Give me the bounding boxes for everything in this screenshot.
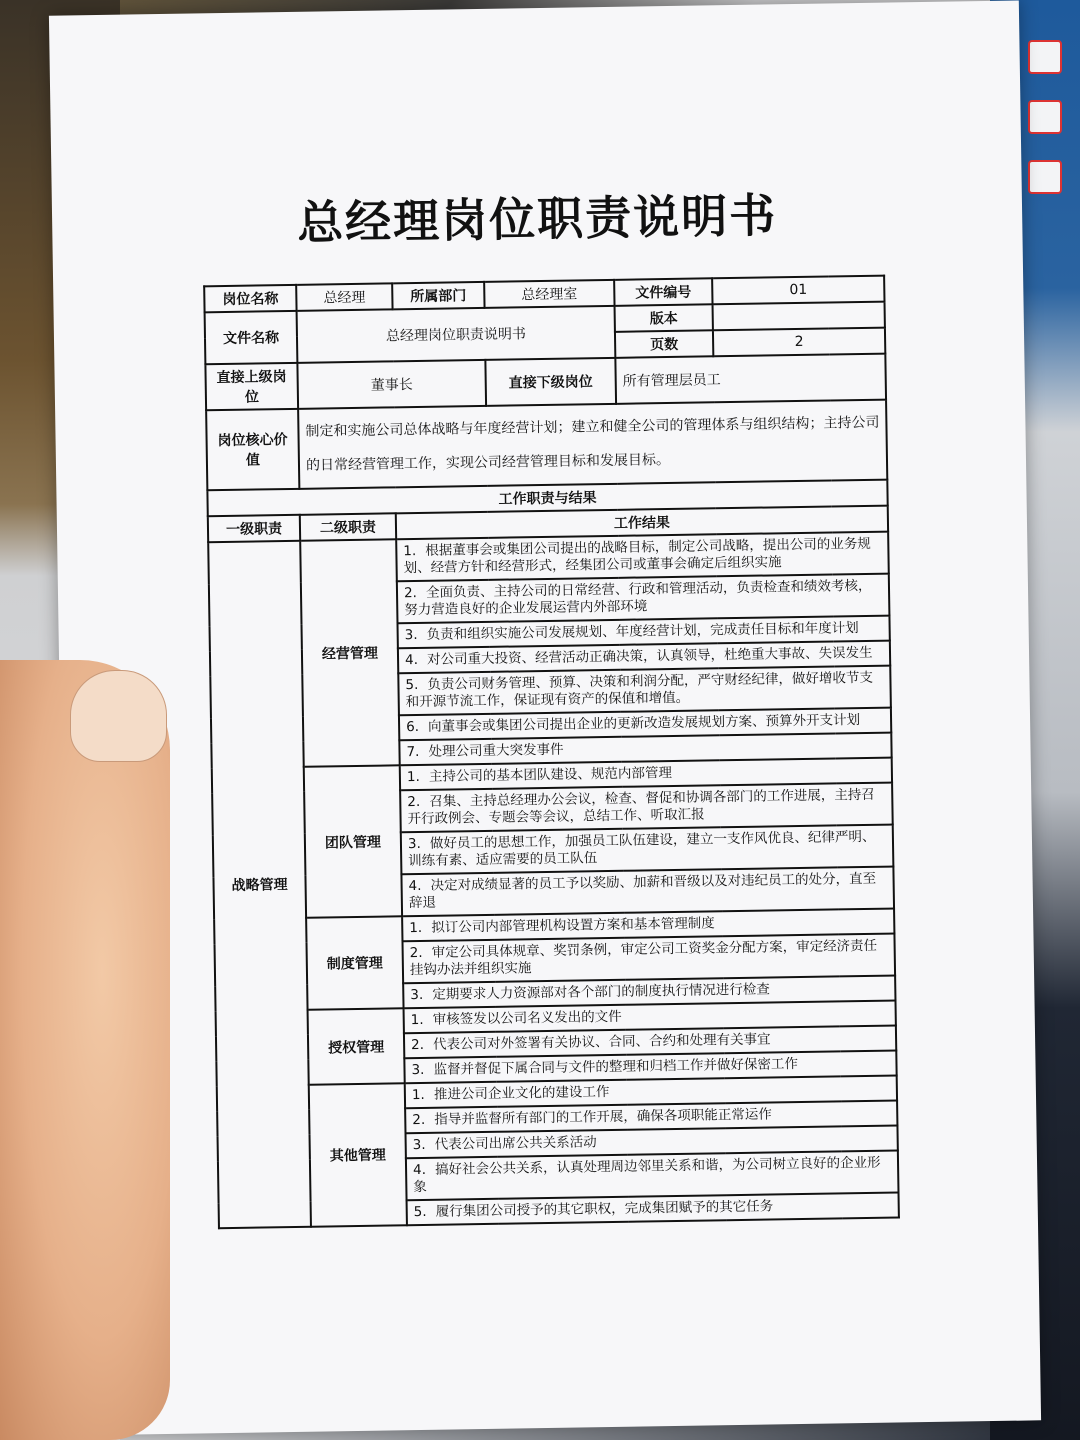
item-text: 负责公司财务管理、预算、决策和利润分配，严守财经纪律，做好增收节支和开源节流工作，保证现有资产的保值和增值。 xyxy=(405,669,874,711)
item-number: 1. xyxy=(406,768,420,786)
thumb-nail xyxy=(70,670,167,762)
pages-label: 页数 xyxy=(615,330,713,358)
core-value-text: 制定和实施公司总体战略与年度经营计划；建立和健全公司的管理体系与组织结构；主持公司的日常经营管理工作，实现公司经营管理目标和发展目标。 xyxy=(298,400,887,489)
item-number: 4. xyxy=(408,877,422,895)
document-sheet xyxy=(49,0,1041,1435)
item-text: 对公司重大投资、经营活动正确决策，认真领导，杜绝重大事故、失误发生 xyxy=(426,644,873,668)
item-text: 监督并督促下属合同与文件的整理和归档工作并做好保密工作 xyxy=(433,1056,799,1078)
version-label: 版本 xyxy=(615,304,713,332)
item-number: 1. xyxy=(410,1011,424,1029)
item-number: 4. xyxy=(404,651,419,669)
item-text: 代表公司出席公共关系活动 xyxy=(434,1134,597,1153)
item-text: 指导并监督所有部门的工作开展，确保各项职能正常运作 xyxy=(434,1106,772,1128)
item-text: 做好员工的思想工作，加强员工队伍建设，建立一支作风优良、纪律严明、训练有素、适应需要的员工队伍 xyxy=(408,828,876,870)
item-text: 审核签发以公司名义发出的文件 xyxy=(432,1008,622,1028)
item-text: 拟订公司内部管理机构设置方案和基本管理制度 xyxy=(431,915,715,936)
doc-name-label: 文件名称 xyxy=(205,311,298,364)
section-title: 工作职责与结果 xyxy=(207,480,887,517)
doc-no-value: 01 xyxy=(712,276,884,305)
item-text: 负责和组织实施公司发展规划、年度经营计划，完成责任目标和年度计划 xyxy=(426,620,859,643)
item-text: 搞好社会公共关系，认真处理周边邻里关系和谐，为公司树立良好的企业形象 xyxy=(413,1154,881,1196)
level2-duty: 团队管理 xyxy=(304,765,402,917)
item-text: 审定公司具体规章、奖罚条例，审定公司工资奖金分配方案，审定经济责任挂钩办法并组织实施 xyxy=(409,937,878,979)
subordinate-label: 直接下级岗位 xyxy=(485,358,616,406)
desktop-file-icon xyxy=(1028,40,1062,74)
superior-label: 直接上级岗位 xyxy=(205,363,298,410)
department-label: 所属部门 xyxy=(392,282,484,309)
item-number: 3. xyxy=(410,986,424,1004)
item-number: 2. xyxy=(407,793,421,811)
item-number: 3. xyxy=(404,626,418,644)
position-name-value: 总经理 xyxy=(296,283,392,311)
item-text: 召集、主持总经理办公会议，检查、督促和协调各部门的工作进展，主持召开行政例会、专题会等会议，总结工作、听取汇报 xyxy=(407,786,875,828)
item-number: 2. xyxy=(412,1111,426,1129)
desktop-file-icon xyxy=(1028,160,1062,194)
item-text: 履行集团公司授予的其它职权，完成集团赋予的其它任务 xyxy=(435,1198,774,1220)
doc-name-value: 总经理岗位职责说明书 xyxy=(297,306,616,363)
item-text: 代表公司对外签署有关协议、合同、合约和处理有关事宜 xyxy=(432,1031,771,1053)
core-value-label: 岗位核心价值 xyxy=(206,409,299,490)
item-number: 3. xyxy=(412,1136,426,1154)
job-description-table xyxy=(203,275,900,1230)
col-level2-header: 二级职责 xyxy=(300,513,396,541)
item-number: 1. xyxy=(409,919,423,937)
subordinate-value: 所有管理层员工 xyxy=(615,354,886,404)
item-number: 2. xyxy=(410,1036,425,1054)
item-number: 5. xyxy=(405,676,419,694)
item-text: 定期要求人力资源部对各个部门的制度执行情况进行检查 xyxy=(432,981,770,1003)
item-text: 根据董事会或集团公司提出的战略目标，制定公司战略，提出公司的业务规划、经营方针和经营形式，经集团公司或董事会确定后组织实施 xyxy=(403,535,871,577)
holding-hand xyxy=(0,660,170,1440)
level1-duty: 战略管理 xyxy=(208,541,311,1228)
item-number: 3. xyxy=(411,1061,425,1079)
doc-no-label: 文件编号 xyxy=(614,278,712,306)
item-number: 3. xyxy=(407,835,421,853)
position-name-label: 岗位名称 xyxy=(204,285,296,312)
item-text: 处理公司重大突发事件 xyxy=(428,741,564,760)
document-title: 总经理岗位职责说明书 xyxy=(296,188,778,250)
item-text: 向董事会或集团公司提出企业的更新改造发展规划方案、预算外开支计划 xyxy=(427,712,861,735)
item-text: 决定对成绩显著的员工予以奖励、加薪和晋级以及对违纪员工的处分，直至辞退 xyxy=(408,870,877,912)
item-text: 全面负责、主持公司的日常经营、行政和管理活动，负责检查和绩效考核，努力营造良好的企业发展运营内外部环境 xyxy=(404,577,872,619)
level2-duty: 授权管理 xyxy=(308,1008,405,1084)
superior-value: 董事长 xyxy=(297,360,486,409)
department-value: 总经理室 xyxy=(484,280,614,308)
item-number: 4. xyxy=(412,1161,427,1179)
pages-value: 2 xyxy=(713,328,885,357)
level2-duty: 经营管理 xyxy=(300,539,400,766)
level2-duty: 制度管理 xyxy=(306,916,403,1009)
item-number: 2. xyxy=(409,944,423,962)
item-number: 5. xyxy=(413,1203,427,1221)
item-text: 推进公司企业文化的建设工作 xyxy=(433,1084,610,1103)
col-result-header: 工作结果 xyxy=(396,506,888,540)
desktop-file-icon xyxy=(1028,100,1062,134)
item-text: 主持公司的基本团队建设、规范内部管理 xyxy=(428,765,673,785)
row-core-value xyxy=(206,400,887,491)
item-number: 1. xyxy=(403,543,417,560)
item-number: 2. xyxy=(403,584,418,602)
level2-duty: 其他管理 xyxy=(309,1083,407,1226)
version-value xyxy=(713,302,885,331)
item-number: 6. xyxy=(406,718,420,736)
item-number: 7. xyxy=(406,743,420,761)
item-number: 1. xyxy=(411,1086,425,1104)
col-level1-header: 一级职责 xyxy=(208,515,300,542)
